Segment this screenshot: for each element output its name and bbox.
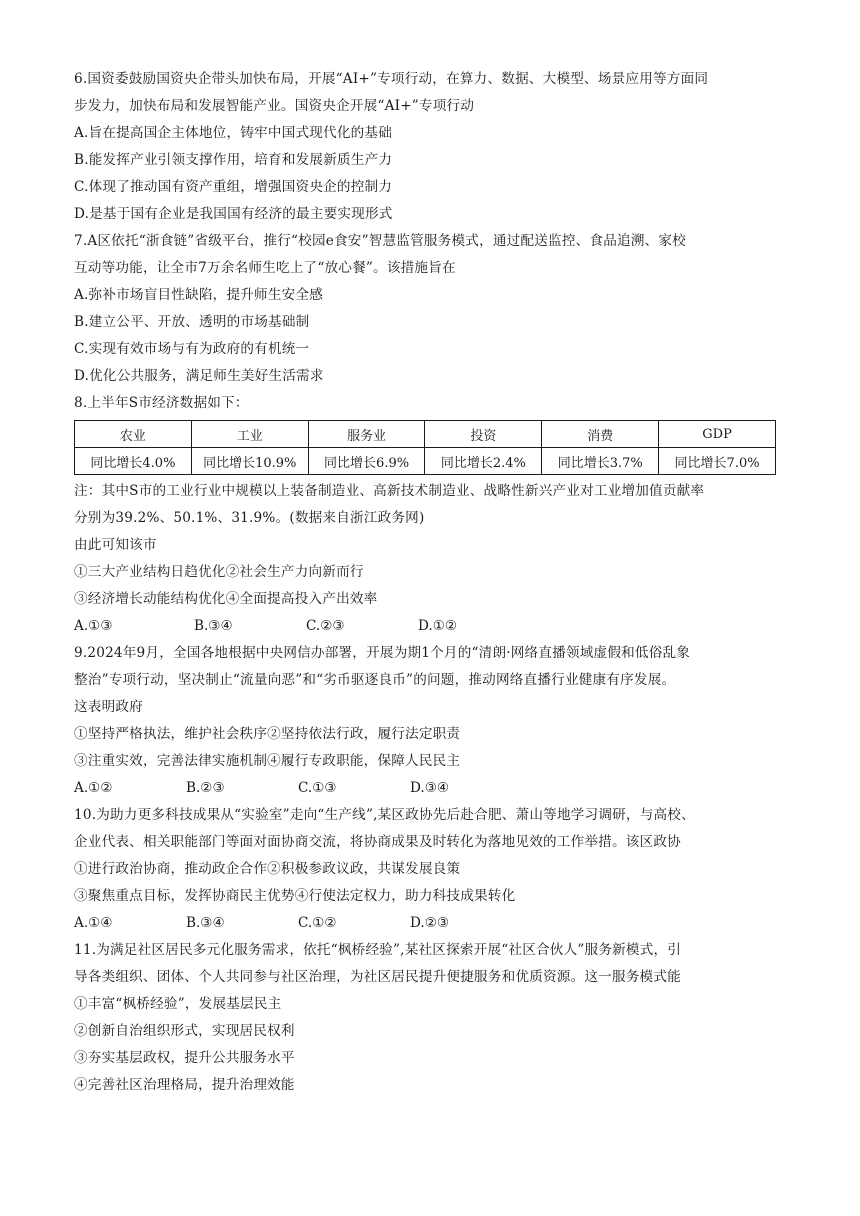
q8-data-table — [74, 420, 776, 475]
q11-choice-3: ③夯实基层政权，提升公共服务水平 — [74, 1050, 295, 1066]
q7-option-b: B.建立公平、开放、透明的市场基础制 — [74, 314, 310, 330]
q8-option-c: C.②③ — [306, 618, 345, 634]
q10-stem-line2: 企业代表、相关职能部门等面对面协商交流，将协商成果及时转化为落地见效的工作举措。该区政协 — [74, 834, 681, 850]
q8-option-d: D.①② — [418, 618, 458, 634]
q10-option-d: D.②③ — [410, 915, 450, 931]
q10-option-b: B.③④ — [186, 915, 225, 931]
q6-stem-line1: 6.国资委鼓励国资央企带头加快布局，开展“AI+”专项行动，在算力、数据、大模型、场景应用等方面同 — [74, 71, 709, 87]
q10-option-a: A.①④ — [74, 915, 113, 931]
table-header-cell: GDP — [659, 421, 776, 448]
q11-stem-line2: 导各类组织、团体、个人共同参与社区治理，为社区居民提升便捷服务和优质资源。这一服务模式能 — [74, 969, 681, 985]
table-row — [75, 448, 776, 475]
q8-note-line1: 注：其中S市的工业行业中规模以上装备制造业、高新技术制造业、战略性新兴产业对工业增加值贡献率 — [74, 483, 705, 499]
q9-choices-3-4: ③注重实效，完善法律实施机制④履行专政职能，保障人民民主 — [74, 753, 461, 769]
q6-option-c: C.体现了推动国有资产重组，增强国资央企的控制力 — [74, 179, 393, 195]
q10-option-c: C.①② — [298, 915, 337, 931]
q11-choice-2: ②创新自治组织形式，实现居民权利 — [74, 1023, 295, 1039]
table-cell: 同比增长3.7% — [542, 448, 659, 475]
q7-stem-line1: 7.A区依托“浙食链”省级平台，推行“校园e食安”智慧监管服务模式，通过配送监控、食品追溯、家校 — [74, 233, 686, 249]
q9-stem-line1: 9.2024年9月，全国各地根据中央网信办部署，开展为期1个月的“清朗·网络直播领域虚假和低俗乱象 — [74, 645, 691, 661]
q9-option-a: A.①② — [74, 780, 113, 796]
q8-lead: 由此可知该市 — [74, 537, 157, 553]
q6-option-b: B.能发挥产业引领支撑作用，培育和发展新质生产力 — [74, 152, 393, 168]
q9-option-d: D.③④ — [410, 780, 450, 796]
table-header-cell: 服务业 — [308, 421, 425, 448]
q11-choice-1: ①丰富“枫桥经验”，发展基层民主 — [74, 996, 282, 1012]
q9-option-c: C.①③ — [298, 780, 337, 796]
table-cell: 同比增长10.9% — [191, 448, 308, 475]
q10-options — [74, 910, 790, 937]
q9-lead: 这表明政府 — [74, 699, 143, 715]
q8-choices-3-4: ③经济增长动能结构优化④全面提高投入产出效率 — [74, 591, 378, 607]
q11-choice-4: ④完善社区治理格局，提升治理效能 — [74, 1077, 295, 1093]
table-cell: 同比增长4.0% — [75, 448, 192, 475]
q10-stem-line1: 10.为助力更多科技成果从“实验室”走向“生产线”,某区政协先后赴合肥、萧山等地学习调研，与高校、 — [74, 807, 695, 823]
q9-stem-line2: 整治”专项行动，坚决制止“流量向恶”和“劣币驱逐良币”的问题，推动网络直播行业健康有序发展。 — [74, 672, 676, 688]
q8-stem: 8.上半年S市经济数据如下： — [74, 395, 249, 411]
exam-content — [74, 66, 790, 1099]
table-header-cell: 投资 — [425, 421, 542, 448]
q8-option-a: A.①③ — [74, 618, 113, 634]
q9-option-b: B.②③ — [186, 780, 225, 796]
q8-choices-1-2: ①三大产业结构日趋优化②社会生产力向新而行 — [74, 564, 364, 580]
q10-choices-1-2: ①进行政治协商，推动政企合作②积极参政议政，共谋发展良策 — [74, 861, 461, 877]
q6-stem-line2: 步发力，加快布局和发展智能产业。国资央企开展“AI+”专项行动 — [74, 98, 475, 114]
table-cell: 同比增长2.4% — [425, 448, 542, 475]
q6-option-a: A.旨在提高国企主体地位，铸牢中国式现代化的基础 — [74, 125, 392, 141]
table-header-row — [75, 421, 776, 448]
q6-option-d: D.是基于国有企业是我国国有经济的最主要实现形式 — [74, 206, 393, 222]
q7-option-d: D.优化公共服务，满足师生美好生活需求 — [74, 368, 324, 384]
q9-options — [74, 775, 790, 802]
table-header-cell: 工业 — [191, 421, 308, 448]
q7-stem-line2: 互动等功能，让全市7万余名师生吃上了“放心餐”。该措施旨在 — [74, 260, 456, 276]
q7-option-c: C.实现有效市场与有为政府的有机统一 — [74, 341, 310, 357]
table-header-cell: 消费 — [542, 421, 659, 448]
q11-stem-line1: 11.为满足社区居民多元化服务需求，依托“枫桥经验”,某社区探索开展“社区合伙人”服务新模式，引 — [74, 942, 682, 958]
table-cell: 同比增长6.9% — [308, 448, 425, 475]
table-header-cell: 农业 — [75, 421, 192, 448]
q10-choices-3-4: ③聚焦重点目标，发挥协商民主优势④行使法定权力，助力科技成果转化 — [74, 888, 516, 904]
table-cell: 同比增长7.0% — [659, 448, 776, 475]
q8-note-line2: 分别为39.2%、50.1%、31.9%。(数据来自浙江政务网) — [74, 510, 425, 526]
q8-option-b: B.③④ — [194, 618, 233, 634]
q9-choices-1-2: ①坚持严格执法，维护社会秩序②坚持依法行政，履行法定职责 — [74, 726, 461, 742]
q8-options — [74, 613, 790, 640]
q7-option-a: A.弥补市场盲目性缺陷，提升师生安全感 — [74, 287, 324, 303]
